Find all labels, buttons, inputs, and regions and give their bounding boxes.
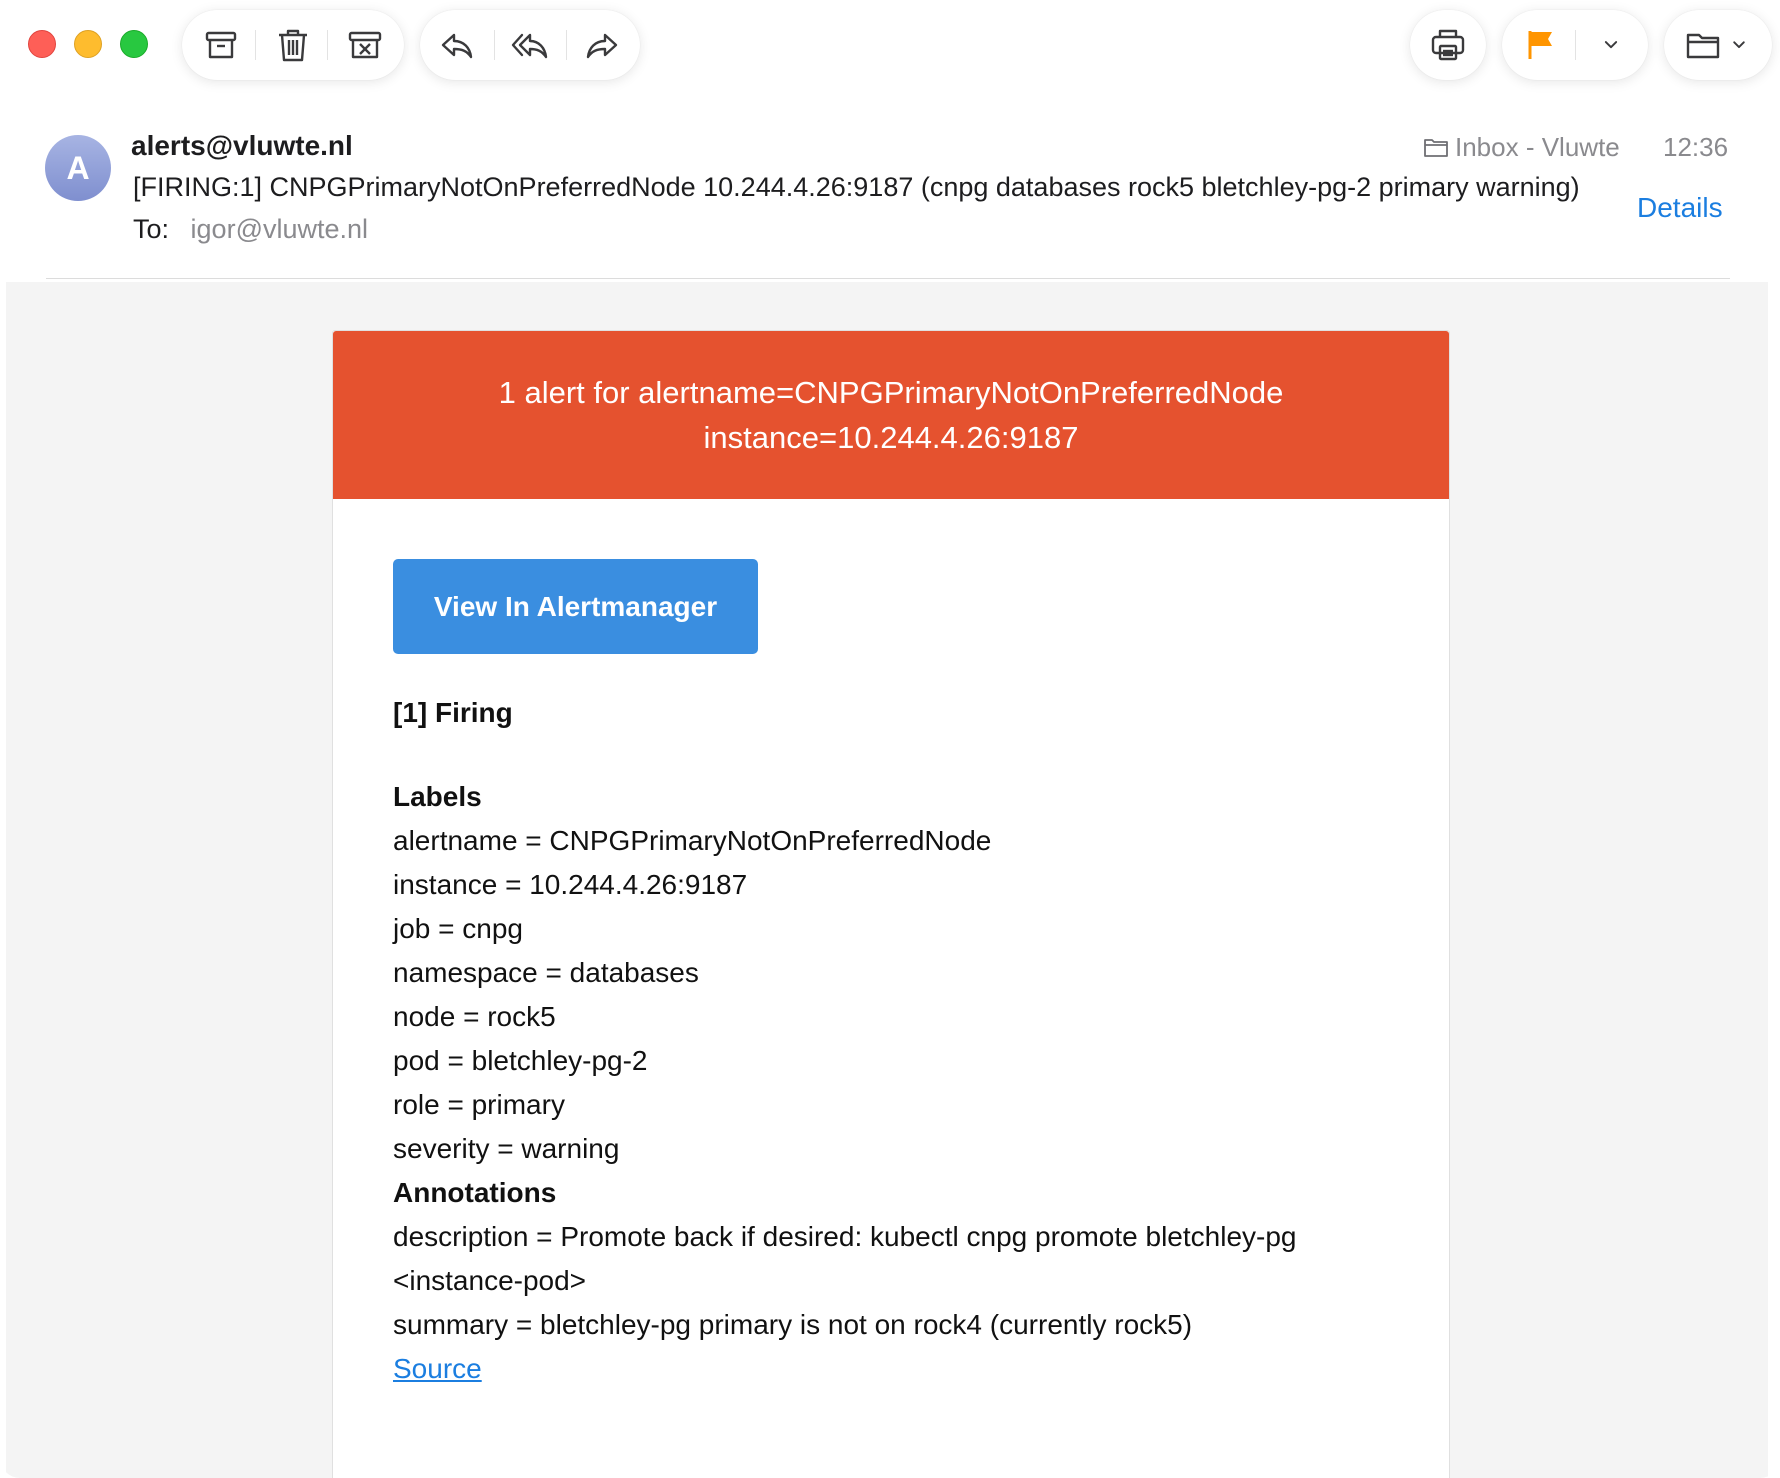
- sender[interactable]: alerts@vluwte.nl: [131, 130, 353, 161]
- firing-heading: [1] Firing: [393, 697, 513, 728]
- move-group: [1664, 10, 1772, 80]
- delete-button[interactable]: [268, 20, 318, 70]
- print-button[interactable]: [1423, 20, 1473, 70]
- header-divider: [46, 278, 1730, 279]
- move-to-folder-button[interactable]: [1678, 20, 1728, 70]
- banner-line-1: 1 alert for alertname=CNPGPrimaryNotOnPreferredNode: [498, 375, 1284, 410]
- alert-details: [393, 691, 1393, 1391]
- subject: [FIRING:1] CNPGPrimaryNotOnPreferredNode 10.244.4.26:9187 (cnpg databases rock5 bletchley-pg-2 primary warning): [133, 172, 1580, 202]
- reply-icon: [438, 26, 476, 64]
- label-line: pod = bletchley-pg-2: [393, 1045, 648, 1076]
- trash-icon: [274, 26, 312, 64]
- label-line: role = primary: [393, 1089, 565, 1120]
- recipient-row: [133, 214, 368, 245]
- chevron-down-icon: [1726, 32, 1752, 58]
- view-in-alertmanager-button[interactable]: View In Alertmanager: [393, 559, 758, 654]
- minimize-window-button[interactable]: [74, 30, 102, 58]
- message-header: [0, 110, 1780, 280]
- toolbar: [0, 0, 1780, 100]
- folder-icon: [1423, 137, 1449, 159]
- label-line: namespace = databases: [393, 957, 699, 988]
- label-line: alertname = CNPGPrimaryNotOnPreferredNode: [393, 825, 992, 856]
- flag-group: [1502, 10, 1648, 80]
- annotation-line: summary = bletchley-pg primary is not on rock4 (currently rock5): [393, 1309, 1193, 1340]
- chevron-down-icon: [1597, 31, 1625, 59]
- label-line: job = cnpg: [393, 913, 523, 944]
- junk-icon: [346, 26, 384, 64]
- message-body: [6, 282, 1768, 1478]
- recipient[interactable]: igor@vluwte.nl: [190, 214, 369, 244]
- flag-button[interactable]: [1516, 20, 1566, 70]
- flag-menu-button[interactable]: [1586, 20, 1636, 70]
- mailbox-name: Inbox - Vluwte: [1455, 132, 1620, 162]
- forward-icon: [583, 26, 621, 64]
- mailbox-indicator: [1423, 132, 1620, 163]
- annotation-line: description = Promote back if desired: kubectl cnpg promote bletchley-pg: [393, 1221, 1297, 1252]
- reply-all-icon: [511, 26, 549, 64]
- banner-line-2: instance=10.244.4.26:9187: [703, 420, 1079, 455]
- move-to-folder-icon: [1684, 26, 1722, 64]
- archive-button[interactable]: [196, 20, 246, 70]
- avatar: A: [45, 135, 111, 201]
- alert-banner: [333, 331, 1449, 499]
- archive-icon: [202, 26, 240, 64]
- reply-button[interactable]: [432, 20, 482, 70]
- label-line: instance = 10.244.4.26:9187: [393, 869, 748, 900]
- forward-button[interactable]: [577, 20, 627, 70]
- received-time: 12:36: [1663, 132, 1729, 162]
- close-window-button[interactable]: [28, 30, 56, 58]
- reply-all-button[interactable]: [505, 20, 555, 70]
- label-line: node = rock5: [393, 1001, 556, 1032]
- junk-button[interactable]: [340, 20, 390, 70]
- reply-actions-group: [420, 10, 640, 80]
- print-group: [1410, 10, 1486, 80]
- details-link[interactable]: Details: [1637, 192, 1723, 223]
- source-link[interactable]: Source: [393, 1353, 482, 1384]
- labels-heading: Labels: [393, 781, 482, 812]
- move-menu-button[interactable]: [1724, 20, 1754, 70]
- mailbox-actions-group: [182, 10, 404, 80]
- annotations-heading: Annotations: [393, 1177, 557, 1208]
- alert-email-card: [332, 330, 1450, 1478]
- label-line: severity = warning: [393, 1133, 620, 1164]
- print-icon: [1429, 26, 1467, 64]
- to-label: To:: [133, 214, 170, 244]
- flag-icon: [1522, 26, 1560, 64]
- annotation-line: <instance-pod>: [393, 1265, 587, 1296]
- zoom-window-button[interactable]: [120, 30, 148, 58]
